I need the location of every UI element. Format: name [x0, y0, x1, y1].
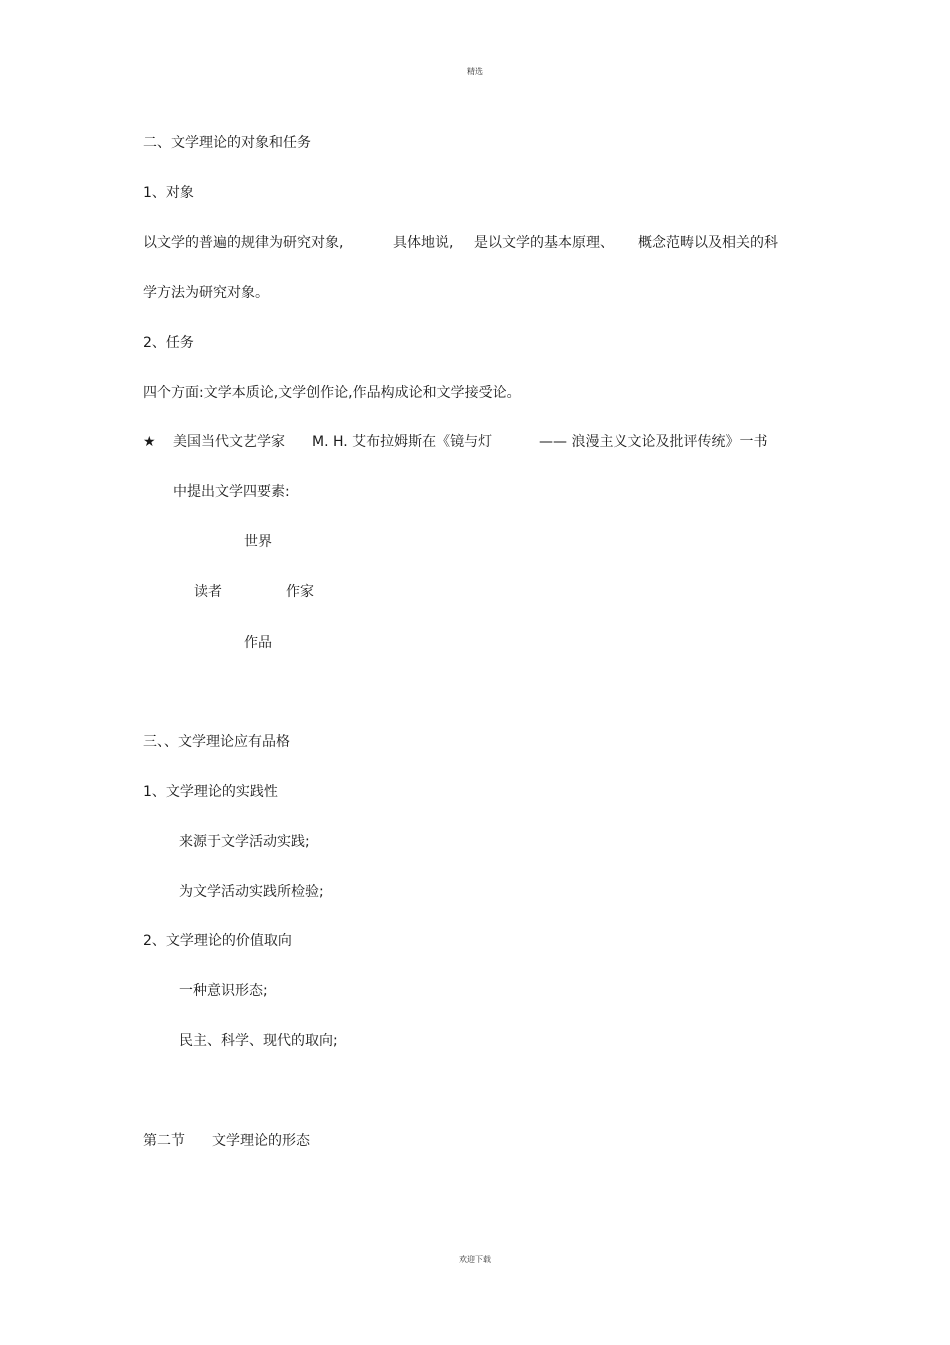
star-text-part3: —— 浪漫主义文论及批评传统》一书 [539, 434, 768, 450]
subheading-value-orientation: 2、文学理论的价值取向 [143, 933, 292, 949]
object-text-part3: 是以文学的基本原理、 [474, 235, 614, 251]
element-work: 作品 [244, 635, 272, 651]
next-section-title: 文学理论的形态 [212, 1133, 310, 1149]
object-text-line2: 学方法为研究对象。 [143, 285, 269, 301]
subheading-object: 1、对象 [143, 185, 194, 201]
star-text-part1: 美国当代文艺学家 [173, 434, 285, 450]
element-world: 世界 [244, 534, 272, 550]
page-header: 精选 [467, 67, 483, 76]
tasks-text: 四个方面:文学本质论,文学创作论,作品构成论和文学接受论。 [143, 385, 521, 401]
value-point-2: 民主、科学、现代的取向; [179, 1033, 338, 1049]
element-writer: 作家 [286, 584, 314, 600]
subheading-practicality: 1、文学理论的实践性 [143, 784, 278, 800]
next-section-label: 第二节 [143, 1133, 185, 1149]
object-text-part2: 具体地说, [393, 235, 454, 251]
star-text-part2: M. H. 艾布拉姆斯在《镜与灯 [312, 434, 493, 450]
star-icon: ★ [143, 434, 156, 450]
section-heading-objects-tasks: 二、文学理论的对象和任务 [143, 135, 311, 151]
value-point-1: 一种意识形态; [179, 983, 268, 999]
object-text-part4: 概念范畴以及相关的科 [638, 235, 778, 251]
section-heading-qualities: 三、、文学理论应有品格 [143, 734, 290, 750]
subheading-tasks: 2、任务 [143, 335, 194, 351]
star-text-line2: 中提出文学四要素: [173, 484, 290, 500]
page-footer: 欢迎下载 [459, 1255, 491, 1264]
practicality-point-1: 来源于文学活动实践; [179, 834, 310, 850]
object-text-part1: 以文学的普遍的规律为研究对象, [143, 235, 344, 251]
practicality-point-2: 为文学活动实践所检验; [179, 884, 324, 900]
element-reader: 读者 [194, 584, 222, 600]
